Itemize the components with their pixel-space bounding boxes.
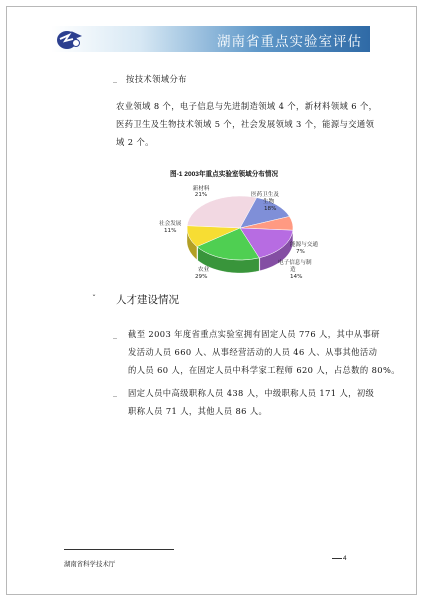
bullet-marker: _ (113, 74, 117, 83)
document-page (6, 6, 417, 595)
label-yiyao: 医药卫生及 (251, 192, 279, 198)
footer-org: 湖南省科学技术厅 (64, 560, 116, 568)
section1-heading: 按技术领域分布 (126, 74, 187, 84)
label-shehuifazhan: 社会发展 (159, 221, 182, 227)
logo-icon (55, 27, 85, 52)
bullet-marker-3: _ (113, 330, 117, 339)
section2-heading: 人才建设情况 (116, 294, 179, 306)
page-number-value: 4 (343, 555, 347, 562)
para1-line-2: 发活动人员 660 人、从事经营活动的人员 46 人、从事其他活动 (128, 347, 378, 357)
para2-line-1: 固定人员中高级职称人员 438 人，中级职称人员 171 人，初级 (128, 388, 375, 398)
footer-divider (64, 549, 174, 550)
pie-chart (150, 176, 330, 288)
bullet-marker-4: _ (113, 388, 117, 397)
bullet-marker-2: ˇ (92, 294, 96, 303)
pct-nengyuan: 7% (296, 249, 305, 255)
header-title: 湖南省重点实验室评估 (217, 34, 362, 50)
pct-nongye: 29% (195, 274, 208, 280)
pct-yiyao: 18% (264, 206, 277, 212)
label-xincailiao: 新材料 (192, 186, 210, 192)
pct-dianzi: 14% (290, 274, 303, 280)
label-nongye: 农业 (198, 267, 210, 273)
section1-line-3: 域 2 个。 (116, 137, 154, 147)
header-banner (51, 26, 370, 52)
label-yiyao-2: 生物 (263, 199, 275, 205)
page-number (332, 555, 347, 562)
section1-line-2: 医药卫生及生物技术领域 5 个，社会发展领域 3 个，能源与交通领 (116, 119, 375, 129)
label-nengyuan: 能源与交通 (290, 242, 318, 248)
pct-xincailiao: 21% (194, 192, 208, 198)
para1-line-1: 截至 2003 年度省重点实验室拥有固定人员 776 人，其中从事研 (128, 329, 380, 339)
chart-title: 图-1 2003年重点实验室领域分布情况 (170, 171, 279, 178)
pct-shehuifazhan: 11% (164, 228, 177, 234)
label-dianzi: 电子信息与制 (278, 260, 312, 266)
para2-line-2: 职称人员 71 人，其他人员 86 人。 (128, 406, 268, 416)
label-dianzi-2: 造 (290, 267, 296, 273)
section1-line-1: 农业领域 8 个，电子信息与先进制造领域 4 个，新材料领域 6 个， (116, 101, 378, 111)
para1-line-3: 的人员 60 人，在固定人员中科学家工程师 620 人，占总数的 80%。 (128, 365, 400, 375)
